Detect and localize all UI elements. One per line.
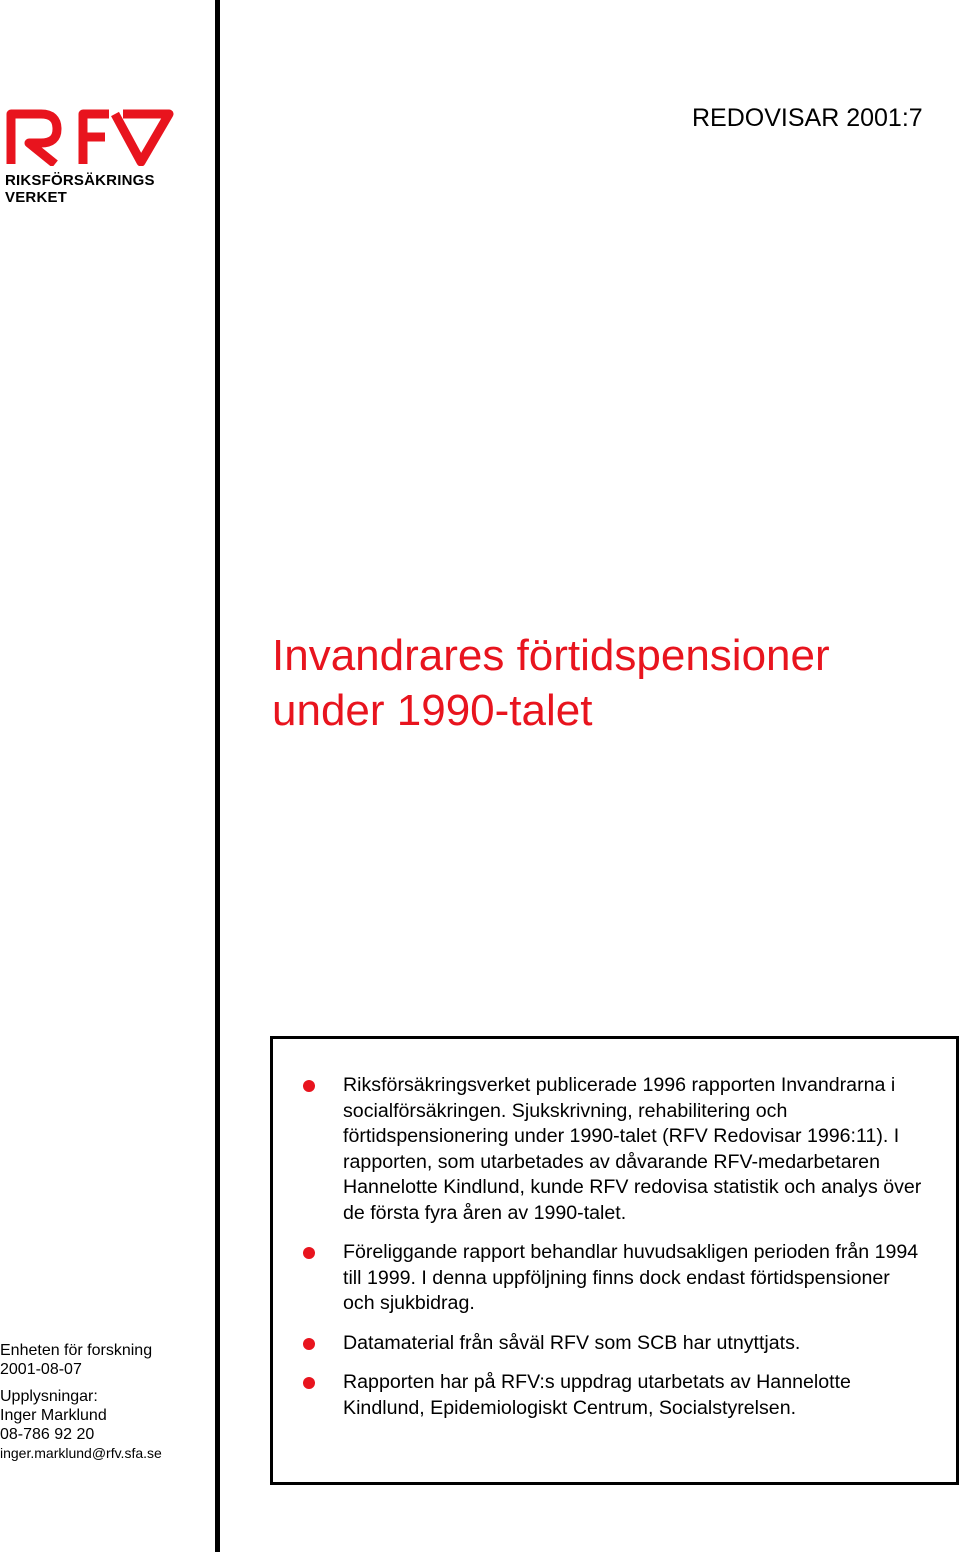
unit-name: Enheten för forskning — [0, 1342, 153, 1359]
summary-item — [343, 1331, 926, 1357]
bullet-dot-icon — [303, 1080, 315, 1092]
title-line-1: Invandrares förtidspensioner — [272, 631, 830, 680]
summary-item — [343, 1073, 926, 1226]
publication-date: 2001-08-07 — [0, 1361, 82, 1378]
summary-item — [343, 1370, 926, 1421]
bullet-dot-icon — [303, 1247, 315, 1259]
bullet-dot-icon — [303, 1377, 315, 1389]
logo-brand-line2: VERKET — [5, 189, 68, 206]
bullet-dot-icon — [303, 1338, 315, 1350]
contact-label: Upplysningar: — [0, 1388, 98, 1405]
vertical-divider — [215, 0, 220, 1552]
summary-text: Datamaterial från såväl RFV som SCB har utnyttjats. — [343, 1331, 801, 1354]
summary-text: Riksförsäkringsverket publicerade 1996 rapporten Invandrarna i socialförsäkringen. Sjukskrivning, rehabilitering och förtidspensionering under 1990-talet (RFV Redovisar 1996:11). I rapporten, som utarbetades av dåvarande RFV-medarbetaren Hannelotte Kindlund, kunde RFV redovisa statistik och analys över de första fyra åren av 1990-talet. — [343, 1074, 922, 1224]
logo-brand-line1: RIKSFÖRSÄKRINGS — [5, 172, 155, 189]
title-line-2: under 1990-talet — [272, 686, 593, 735]
contact-email[interactable]: inger.marklund@rfv.sfa.se — [0, 1445, 162, 1461]
contact-name: Inger Marklund — [0, 1407, 107, 1424]
rfv-logo — [5, 108, 175, 206]
sidebar-info — [0, 1341, 212, 1463]
contact-phone: 08-786 92 20 — [0, 1426, 95, 1443]
series-number: REDOVISAR 2001:7 — [692, 104, 923, 132]
summary-text: Föreliggande rapport behandlar huvudsakligen perioden från 1994 till 1999. I denna uppföljning finns dock endast förtidspensioner och sjukbidrag. — [343, 1241, 919, 1314]
summary-text: Rapporten har på RFV:s uppdrag utarbetats av Hannelotte Kindlund, Epidemiologiskt Centrum, Socialstyrelsen. — [343, 1371, 851, 1419]
summary-list — [273, 1039, 956, 1421]
summary-item — [343, 1240, 926, 1317]
report-title — [272, 628, 830, 738]
summary-box — [270, 1036, 959, 1485]
rfv-logo-mark — [5, 108, 175, 166]
